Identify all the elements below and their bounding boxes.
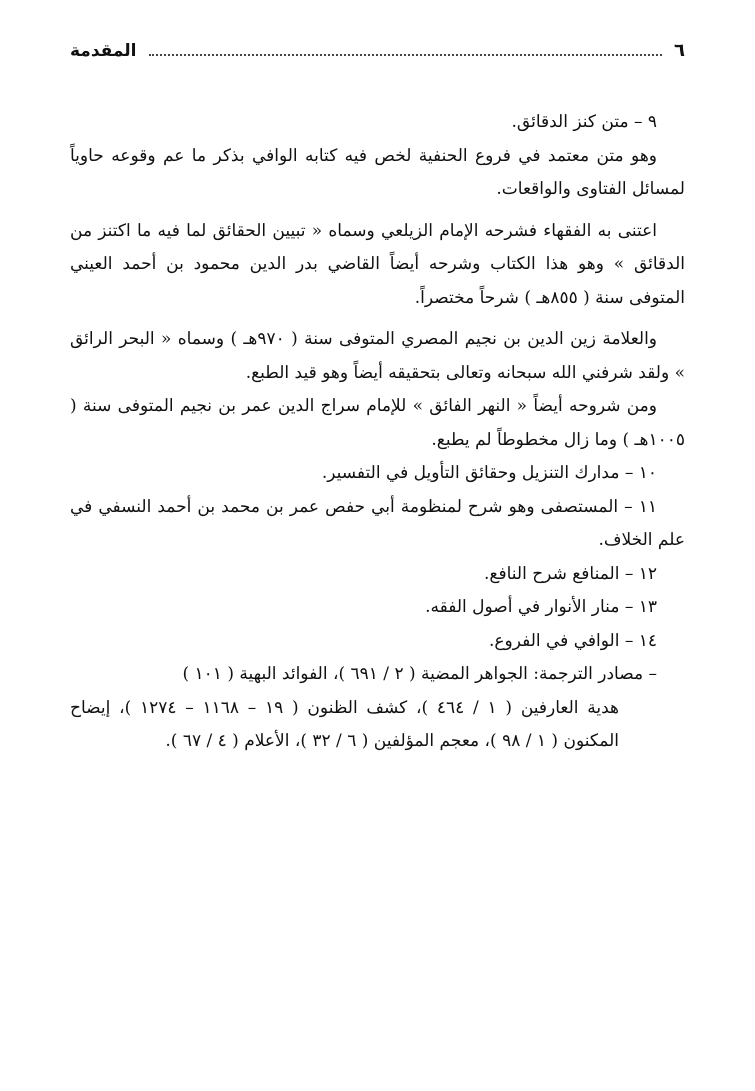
sources-continuation: هدية العارفين ( ١ / ٤٦٤ )، كشف الظنون ( ١٩ – ١١٦٨ – ١٢٧٤ )، إيضاح المكنون ( ١ / ٩٨ )، معجم المؤلفين ( ٦ / ٣٢ )، الأعلام ( ٤ / ٦٧ ).	[70, 697, 619, 751]
sources-first-line: – مصادر الترجمة: الجواهر المضية ( ٢ / ٦٩١ )، الفوائد البهية ( ١٠١ )	[182, 664, 657, 684]
list-item-11: ١١ – المستصفى وهو شرح لمنظومة أبي حفص عمر بن محمد بن أحمد النسفي في علم الخلاف.	[70, 496, 685, 550]
page-number: ٦	[674, 40, 685, 61]
list-item-10: ١٠ – مدارك التنزيل وحقائق التأويل في التفسير.	[321, 463, 657, 483]
header-dotted-rule	[149, 54, 663, 56]
book-page	[70, 30, 685, 759]
list-item-12: ١٢ – المنافع شرح النافع.	[484, 563, 657, 584]
paragraph-nahr-faiq: ومن شروحه أيضاً « النهر الفائق » للإمام سراج الدين عمر بن نجيم المتوفى سنة ( ١٠٠٥هـ ) وما زال مخطوطاً لم يطبع.	[70, 396, 685, 450]
page-header	[70, 30, 685, 62]
paragraph-commentaries: اعتنى به الفقهاء فشرحه الإمام الزيلعي وسماه « تبيين الحقائق لما فيه ما اكتنز من الدقائق » وهو هذا الكتاب وشرحه أيضاً القاضي بدر الدين محمود بن أحمد العيني المتوفى سنة ( ٨٥٥هـ ) شرحاً مختصراً.	[70, 220, 685, 308]
running-header-title: المقدمة	[70, 41, 137, 61]
paragraph-description: وهو متن معتمد في فروع الحنفية لخص فيه كتابه الوافي بذكر ما عم وقوعه حاوياً لمسائل الفتاوى والواقعات.	[70, 145, 685, 199]
translation-sources	[70, 658, 685, 759]
list-item-14: ١٤ – الوافي في الفروع.	[488, 630, 657, 651]
page-body	[70, 106, 685, 759]
list-item-9: ٩ – متن كنز الدقائق.	[511, 112, 657, 132]
list-item-13: ١٣ – منار الأنوار في أصول الفقه.	[425, 597, 657, 617]
paragraph-bahr-raiq: والعلامة زين الدين بن نجيم المصري المتوفى سنة ( ٩٧٠هـ ) وسماه « البحر الرائق » ولقد شرفني الله سبحانه وتعالى بتحقيقه أيضاً وهو قيد الطبع.	[70, 329, 685, 383]
